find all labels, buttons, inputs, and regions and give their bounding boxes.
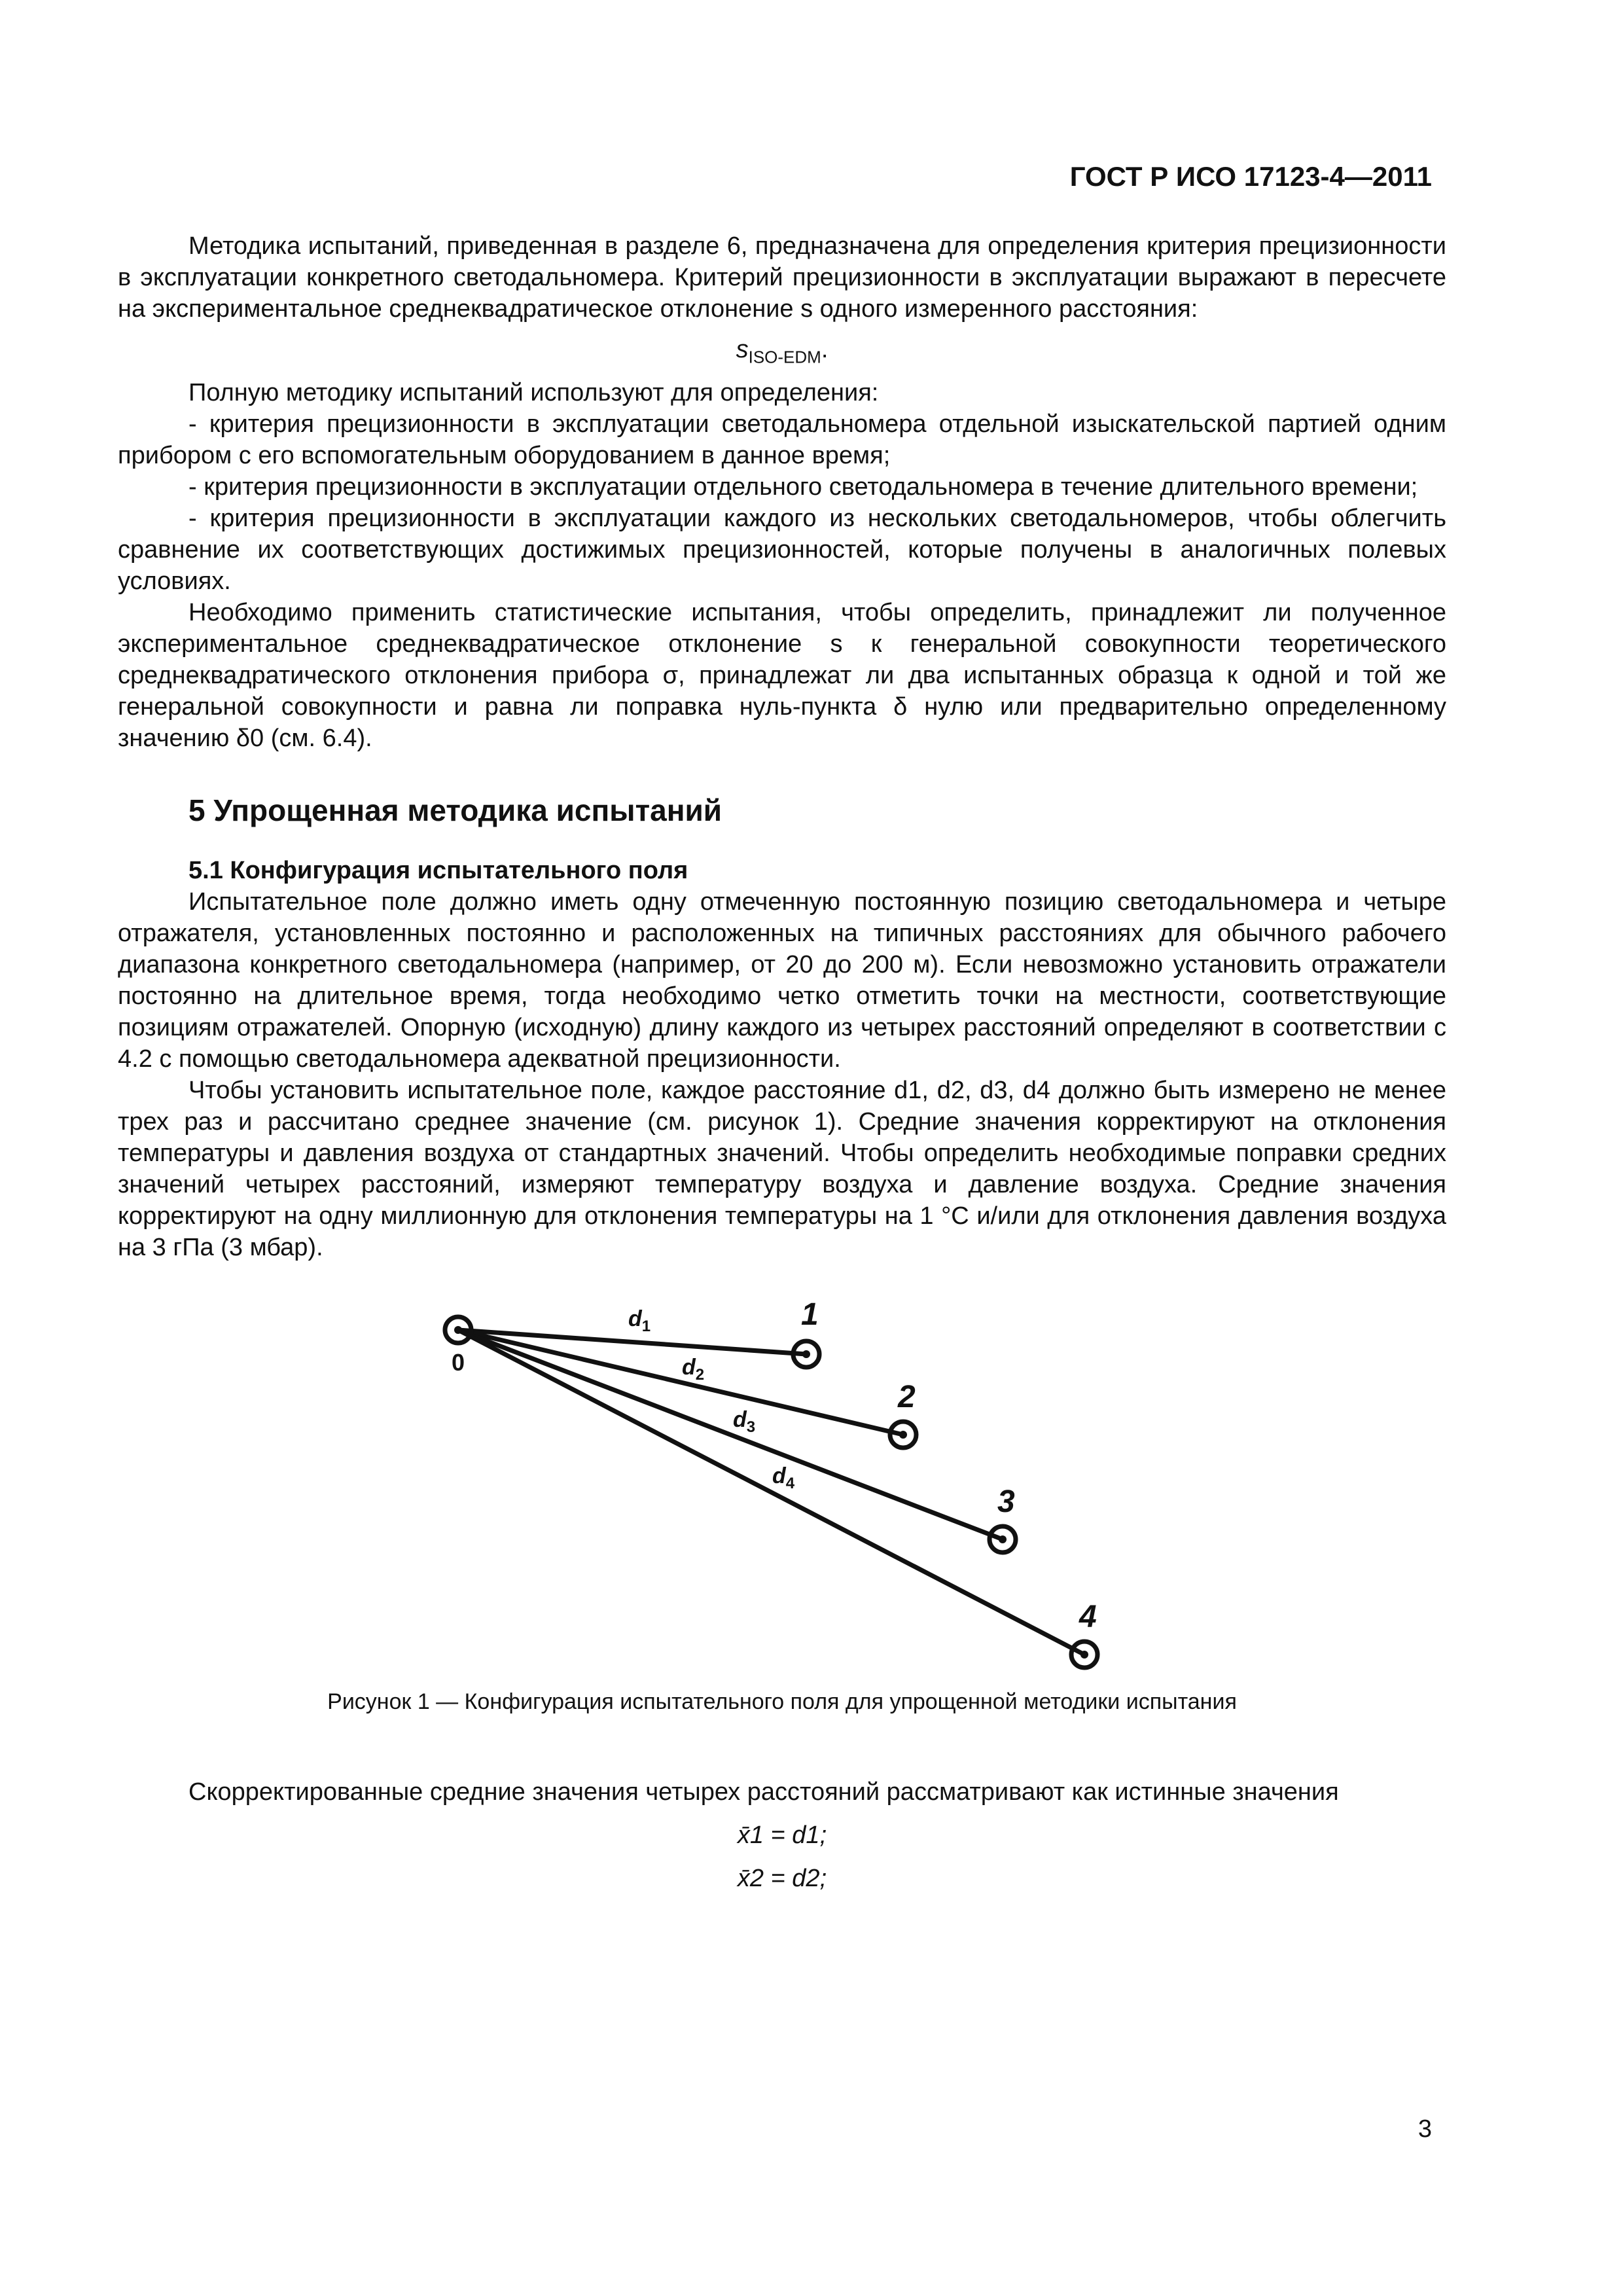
formula-symbol: s — [736, 336, 749, 363]
formula-end: . — [821, 336, 829, 363]
formula-s-iso-edm — [118, 334, 1446, 373]
point-label-2: 2 — [898, 1379, 916, 1414]
page-content — [118, 230, 1446, 1906]
line-d4 — [458, 1330, 1084, 1655]
intro-paragraph-3: Необходимо применить статистические испытания, чтобы определить, принадлежит ли полученное экспериментальное среднеквадратическое отклонение s к генеральной совокупности теоретического среднеквадратического отклонения прибора σ, принадлежат ли два испытанных образца к одной и той же генеральной совокупности и равна ли поправка нуль-пункта δ нулю или предварительно определенному значению δ0 (см. 6.4). — [118, 598, 1446, 752]
point-label-4: 4 — [1079, 1599, 1097, 1634]
figure-caption: Рисунок 1 — Конфигурация испытательного поля для упрощенной методики испытания — [327, 1689, 1237, 1714]
test-field-diagram — [118, 1287, 1446, 1679]
distance-label-d2: $d_2$ — [682, 1354, 705, 1384]
distance-label-d1: $d_1$ — [628, 1306, 651, 1335]
equation-1: x̄1 = d1; — [737, 1821, 827, 1849]
origin-label: 0 — [452, 1348, 465, 1376]
intro-list-item-2: - критерия прецизионности в эксплуатации отдельного светодальномера в течение длительного времени; — [188, 473, 1418, 501]
intro-paragraph-2: Полную методику испытаний используют для определения: — [188, 378, 879, 406]
intro-list-item-1: - критерия прецизионности в эксплуатации светодальномера отдельной изыскательской партией одним прибором с его вспомогательным оборудованием в данное время; — [118, 410, 1446, 469]
point-label-1: 1 — [801, 1297, 819, 1332]
after-figure-paragraph: Скорректированные средние значения четырех расстояний рассматривают как истинные значения — [188, 1778, 1339, 1806]
intro-list-item-3: - критерия прецизионности в эксплуатации каждого из нескольких светодальномеров, чтобы облегчить сравнение их соответствующих достижимых прецизионностей, которые получены в аналогичных полевых условиях. — [118, 504, 1446, 595]
intro-paragraph-1: Методика испытаний, приведенная в разделе 6, предназначена для определения критерия прецизионности в эксплуатации конкретного светодальномера. Критерий прецизионности в эксплуатации выражают в пересчете на экспериментальное среднеквадратическое отклонение s одного измеренного расстояния: — [118, 232, 1446, 323]
distance-label-d3: $d_3$ — [733, 1407, 756, 1436]
equation-2: x̄2 = d2; — [737, 1864, 827, 1892]
figure-1 — [118, 1287, 1446, 1679]
point-label-3: 3 — [997, 1484, 1015, 1519]
formula-subscript: ISO-EDM — [748, 347, 821, 367]
section-5-1-paragraph-2: Чтобы установить испытательное поле, каждое расстояние d1, d2, d3, d4 должно быть измерено не менее трех раз и рассчитано среднее значение (см. рисунок 1). Средние значения корректируют на отклонения температуры и давления воздуха от стандартных значений. Чтобы определить необходимые поправки средних значений четырех расстояний, измеряют температуру воздуха и давление воздуха. Средние значения корректируют на одну миллионную для отклонения температуры на 1 °С и/или для отклонения давления воздуха на 3 гПа (3 мбар). — [118, 1076, 1446, 1261]
section-5-title: 5 Упрощенная методика испытаний — [188, 793, 722, 827]
section-5-1-title: 5.1 Конфигурация испытательного поля — [188, 856, 688, 884]
standard-header: ГОСТ Р ИСО 17123-4—2011 — [1069, 161, 1432, 192]
section-5-1-paragraph-1: Испытательное поле должно иметь одну отмеченную постоянную позицию светодальномера и четыре отражателя, установленных постоянно и расположенных на типичных расстояниях для обычного рабочего диапазона конкретного светодальномера (например, от 20 до 200 м). Если невозможно установить отражатели постоянно на длительное время, тогда необходимо четко отметить точки на местности, соответствующие позициям отражателей. Опорную (исходную) длину каждого из четырех расстояний определяют в соответствии с 4.2 с помощью светодальномера адекватной прецизионности. — [118, 888, 1446, 1073]
distance-label-d4: $d_4$ — [772, 1463, 795, 1492]
page-number: 3 — [1418, 2115, 1432, 2143]
line-d3 — [458, 1330, 1003, 1539]
